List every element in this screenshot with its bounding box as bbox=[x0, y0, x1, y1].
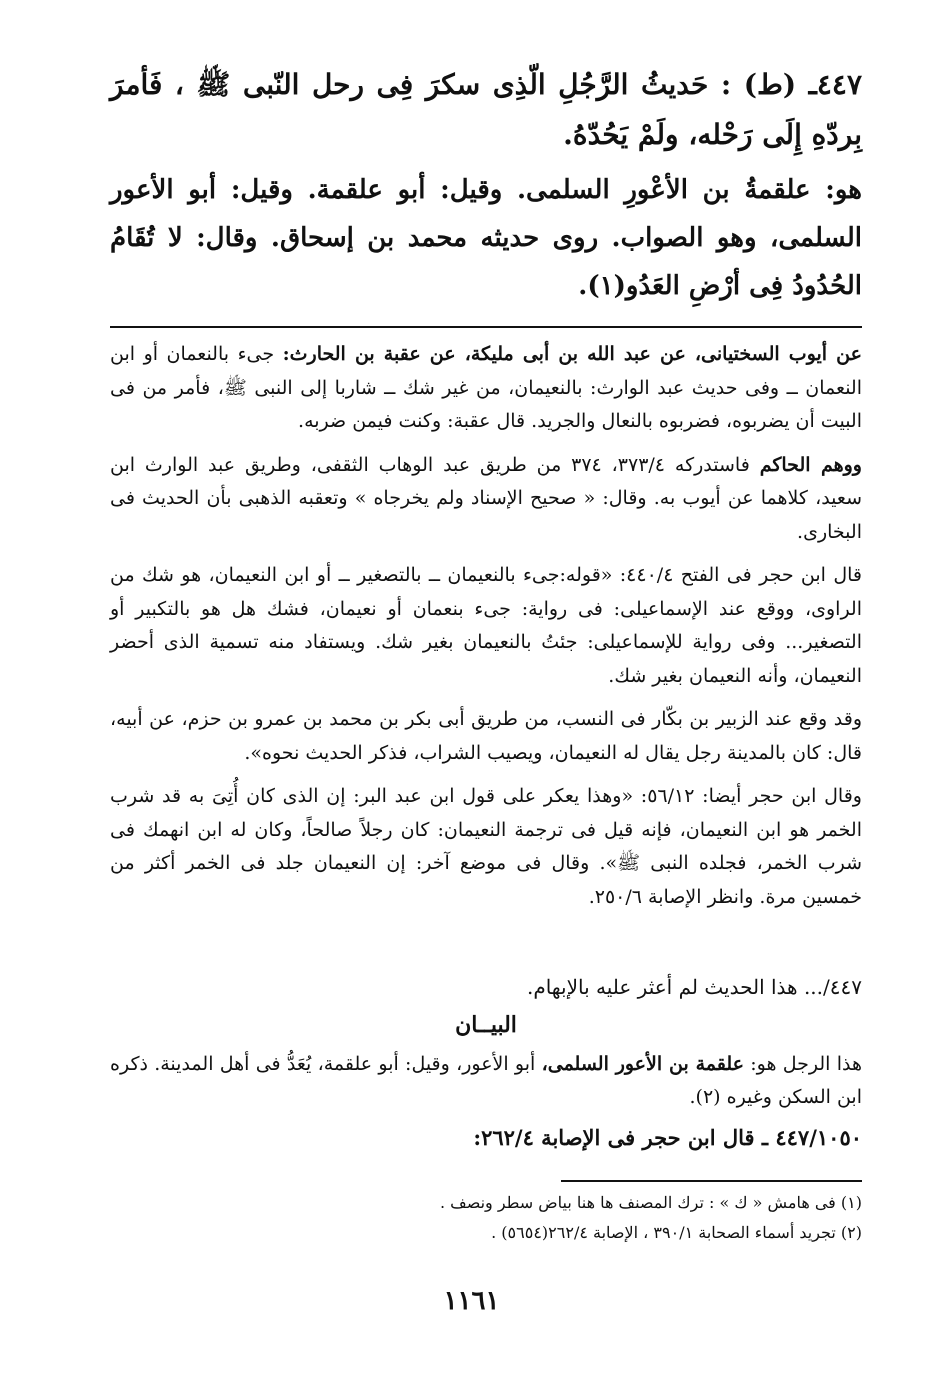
commentary-paragraph bbox=[110, 780, 862, 914]
paragraph-text: فاستدركه ٣٧٣/٤، ٣٧٤ من طريق عبد الوهاب الثقفى، وطريق عبد الوارث ابن سعيد، كلاهما عن أيوب به. وقال: « صحيح الإسناد ولم يخرجاه » وتعقبه الذهبى بأن الحديث فى البخارى. bbox=[110, 453, 862, 543]
commentary-paragraph bbox=[110, 559, 862, 693]
page-number: ١١٦١ bbox=[443, 1286, 500, 1316]
paragraph-text: جىء بالنعمان أو ابن النعمان ــ وفى حديث عبد الوارث: بالنعيمان، من غير شك ــ شاربا إلى النبى ﷺ، فأمر من فى البيت أن يضربوه، فضربوه بالنعال والجريد. قال عقبة: وكنت فيمن ضربه. bbox=[110, 343, 862, 432]
footnote: (٢) تجريد أسماء الصحابة ٣٩٠/١ ، الإصابة ٢٦٢/٤(٥٦٥٤) . bbox=[491, 1223, 862, 1242]
paragraph-text: وقد وقع عند الزبير بن بكّار فى النسب، من طريق أبى بكر بن محمد بن عمرو بن حزم، عن أبيه، قال: كان بالمدينة رجل يقال له النعيمان، ويصيب الشراب، فذكر الحديث نحوه». bbox=[110, 708, 862, 764]
commentary-paragraph bbox=[110, 449, 862, 550]
entry-bio: هو: علقمةُ بن الأعْورِ السلمى. وقيل: أبو علقمة. وقيل: أبو الأعور السلمى، وهو الصواب. روى حديثه محمد بن إسحاق. وقال: لا تُقَامُ الحُدُودُ فِى أرْضِ العَدُو(١). bbox=[110, 175, 862, 301]
divider-rule bbox=[110, 326, 862, 328]
entry-comment: ٤٤٧/... هذا الحديث لم أعثر عليه بالإبهام. bbox=[526, 975, 862, 999]
bayan-paragraph bbox=[110, 1048, 862, 1114]
paragraph-lead: عن أيوب السختيانى، عن عبد الله بن أبى مليكة، عن عقبة بن الحارث: bbox=[282, 343, 862, 365]
bayan-post: أبو الأعور، وقيل: أبو علقمة، يُعَدُّ فى أهل المدينة. ذكره ابن السكن وغيره (٢). bbox=[110, 1053, 862, 1108]
commentary-paragraph bbox=[110, 703, 862, 770]
page-content bbox=[110, 60, 862, 1248]
bayan-pre: هذا الرجل هو: bbox=[750, 1053, 862, 1075]
paragraph-text: وقال ابن حجر أيضا: ٥٦/١٢: «وهذا يعكر على قول ابن عبد البر: إن الذى كان أُتِىَ به قد شرب الخمر هو ابن النعيمان، فإنه قيل فى ترجمة النعيمان: كان رجلاً صالحاً، وكان له ابن انهمك فى شرب الخمر، فجلده النبى ﷺ». وقال فى موضع آخر: إن النعيمان جلد فى الخمر أكثر من خمسين مرة. وانظر الإصابة ٢٥٠/٦. bbox=[110, 785, 862, 908]
footnote: (١) فى هامش « ك » : ترك المصنف ها هنا بياض سطر ونصف . bbox=[439, 1193, 862, 1212]
entry-title: ٤٤٧ـ (ط) : حَديثُ الرَّجُلِ الّذِى سكرَ فِى رحل النّبى ﷺ ، فَأمرَ بِردّهِ إِلَى رَحْله، ولَمْ يَحُدّهُ. bbox=[110, 68, 862, 151]
paragraph-lead: ووهم الحاكم bbox=[759, 453, 862, 476]
reference-line: ٤٤٧/١٠٥٠ ـ قال ابن حجر فى الإصابة ٢٦٢/٤: bbox=[473, 1125, 862, 1150]
bayan-name: علقمة بن الأعور السلمى، bbox=[541, 1053, 744, 1075]
commentary-paragraph bbox=[110, 338, 862, 439]
footnote-rule bbox=[561, 1180, 862, 1182]
section-heading: البيــان bbox=[455, 1012, 517, 1038]
paragraph-text: قال ابن حجر فى الفتح ٤٤٠/٤: «قوله:جىء بالنعيمان ــ بالتصغير ــ أو ابن النعيمان، هو شك من الراوى، ووقع عند الإسماعيلى: فى رواية: جىء بنعمان أو نعيمان، فشك هل هو بالتكبير أو التصغير... وفى رواية للإسماعيلى: جئتُ بالنعيمان بغير شك. ويستفاد منه تسمية الذى أحضر النعيمان، وأنه النعيمان بغير شك. bbox=[110, 564, 862, 687]
